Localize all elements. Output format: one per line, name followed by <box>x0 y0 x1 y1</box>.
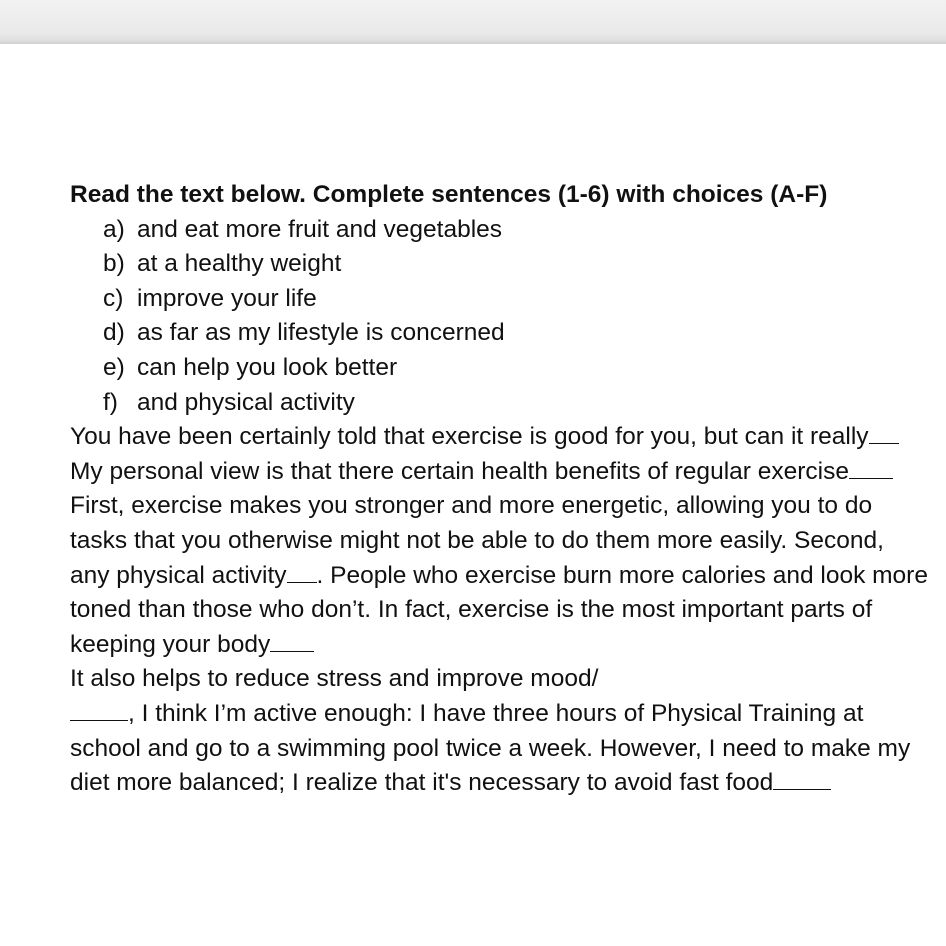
answer-blank-6 <box>773 767 831 790</box>
sentence-5 <box>70 697 930 801</box>
answer-blank-2 <box>849 456 893 479</box>
choice-letter: a) <box>103 215 125 243</box>
sentence-1-text: You have been certainly told that exercise is good for you, but can it really <box>70 423 869 451</box>
exercise-instructions: Read the text below. Complete sentences (1-6) with choices (A-F) <box>70 181 828 208</box>
choice-item <box>103 247 930 282</box>
sentence-2 <box>70 455 930 490</box>
choices-list <box>70 213 930 421</box>
sentence-4 <box>70 662 930 697</box>
answer-blank-3 <box>287 560 317 583</box>
choice-item <box>103 316 930 351</box>
sentence-3-text: First, exercise makes you stronger and more energetic, allowing you to do tasks that you otherwise might not be able to do them more easily. Second, any physical activity <box>70 492 884 589</box>
top-toolbar <box>0 0 946 44</box>
choice-item <box>103 386 930 421</box>
choice-text: at a healthy weight <box>137 250 342 278</box>
sentence-2-text: My personal view is that there certain health benefits of regular exercise <box>70 457 849 485</box>
choice-letter: b) <box>103 250 125 278</box>
answer-blank-1 <box>869 421 899 444</box>
choice-item <box>103 351 930 386</box>
choice-letter: d) <box>103 319 125 347</box>
choice-item <box>103 282 930 317</box>
choice-letter: c) <box>103 284 124 312</box>
answer-blank-5 <box>70 698 128 721</box>
choice-letter: e) <box>103 353 125 381</box>
choice-text: as far as my lifestyle is concerned <box>137 319 505 347</box>
choice-text: improve your life <box>137 284 317 312</box>
sentence-1 <box>70 420 930 455</box>
choice-letter: f) <box>103 388 118 416</box>
choice-text: can help you look better <box>137 353 398 381</box>
choice-text: and physical activity <box>137 388 355 416</box>
choice-item <box>103 213 930 248</box>
sentence-3 <box>70 489 930 662</box>
sentence-4-text: It also helps to reduce stress and improve mood/ <box>70 665 599 693</box>
answer-blank-4 <box>270 629 314 652</box>
choice-text: and eat more fruit and vegetables <box>137 215 503 243</box>
document-body <box>70 178 930 801</box>
sentence-5-text: , I think I’m active enough: I have three hours of Physical Training at school and go to a swimming pool twice a week. However, I need to make my diet more balanced; I realize that it's necessary to avoid fast food <box>70 699 911 797</box>
sentence-3-continued: . People who exercise burn more calories and look more toned than those who don’t. In fact, exercise is the most important parts of keeping your body <box>70 561 928 658</box>
